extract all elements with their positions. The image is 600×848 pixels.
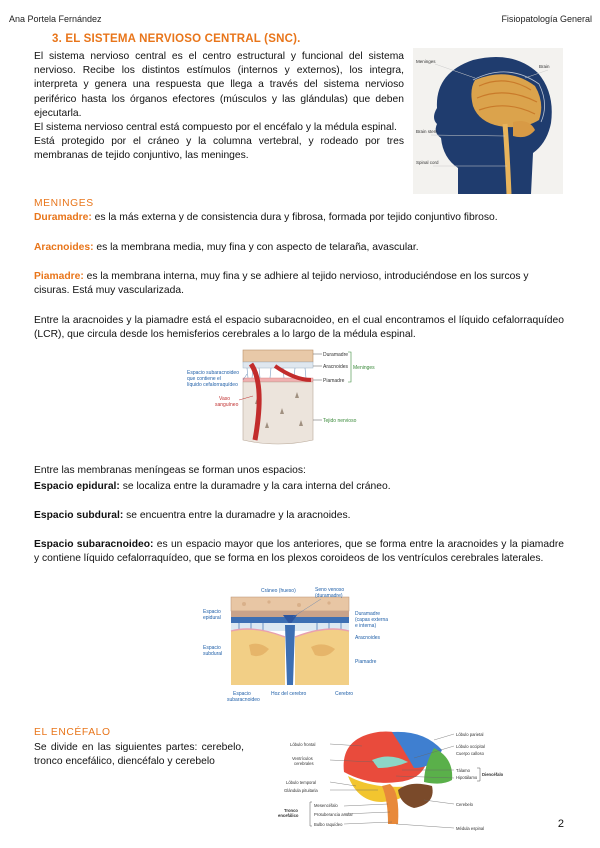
- label-brain-stem: Brain stem: [416, 129, 438, 134]
- subdural-paragraph: [34, 509, 564, 523]
- label-espacio-epidural: Espacio epidural: [203, 609, 221, 621]
- encefalo-heading: EL ENCÉFALO: [34, 727, 111, 738]
- label-espacio-subdural: Espacio subdural: [203, 645, 223, 657]
- section-title: 3. EL SISTEMA NERVIOSO CENTRAL (SNC).: [52, 33, 301, 45]
- brain-left-hemisphere: [231, 629, 285, 685]
- duramadre-text: es la más externa y de consistencia dura y fibrosa, formada por tejido conjuntivo fibroso.: [91, 212, 498, 223]
- aracnoides-paragraph: [34, 241, 564, 255]
- label-lobulo-temporal: Lóbulo temporal: [286, 780, 317, 785]
- label-hipofisis: Glándula pituitaria: [284, 788, 318, 793]
- header-course: Fisiopatología General: [501, 14, 592, 24]
- label-aracnoides-skull: Aracnoides: [355, 635, 381, 641]
- label-medula: Médula espinal: [456, 826, 485, 831]
- skull-bone-layer: [231, 597, 349, 611]
- label-cerebro: Cerebro: [335, 691, 354, 697]
- meninges-layers-illustration: [185, 344, 405, 462]
- meninges-heading: MENINGES: [34, 198, 94, 209]
- label-brain: Brain: [539, 64, 550, 69]
- label-aracnoides: Aracnoides: [323, 364, 349, 370]
- espacios-intro: Entre las membranas meníngeas se forman unos espacios:: [34, 465, 306, 476]
- piamadre-text: es la membrana interna, muy fina y se adhiere al tejido nervioso, introduciéndose en los surcos y cisuras. Está muy vascularizada.: [34, 271, 529, 297]
- label-tronco: Tronco encefálico: [278, 808, 299, 818]
- subarac-text: es un espacio mayor que los anteriores, que se forma entre la aracnoides y la piamadre y contiene líquido cefalorraquídeo, que se forma en los plexos coroideos de los ventrículos cerebrales laterales.: [34, 539, 564, 565]
- epidural-term: Espacio epidural:: [34, 481, 120, 492]
- subarachnoid-paragraph: Entre la aracnoides y la piamadre está el espacio subaracnoideo, en el cual encontramos el líquido cefalorraquídeo (LCR), que circula desde los hemisferios cerebrales a lo largo de la médula espinal.: [34, 315, 564, 341]
- label-bulbo: Bulbo raquídeo: [314, 822, 343, 827]
- intro-paragraph-2: El sistema nervioso central está compuesto por el encéfalo y la médula espinal.: [34, 122, 397, 134]
- header-author: Ana Portela Fernández: [9, 14, 102, 24]
- subdural-text: se encuentra entre la duramadre y la aracnoides.: [123, 510, 351, 521]
- encefalo-text: Se divide en las siguientes partes: cerebelo, tronco encefálico, diencéfalo y cerebelo: [34, 742, 244, 768]
- duramadre-term: Duramadre:: [34, 212, 92, 223]
- intro-text: [34, 50, 404, 164]
- label-blood-vessel: Vaso sanguíneo: [215, 396, 239, 408]
- piamadre-term: Piamadre:: [34, 271, 84, 282]
- label-mesencefalo: Mesencéfalo: [314, 803, 338, 808]
- label-meninges: Meninges: [416, 59, 436, 64]
- label-craneo: Cráneo (hueso): [261, 588, 296, 594]
- label-diencefalo: Diencéfalo: [482, 772, 504, 777]
- subarac-term: Espacio subaracnoideo:: [34, 539, 154, 550]
- epidural-paragraph: [34, 480, 564, 494]
- page-number: 2: [557, 818, 564, 830]
- label-seno-venoso: Seno venoso (duramadre): [315, 587, 345, 599]
- subarachnoid-space-paragraph: [34, 538, 564, 566]
- piamadre-paragraph: [34, 270, 564, 298]
- label-hoz-cerebro: Hoz del cerebro: [271, 691, 307, 697]
- skull-meninges-illustration: [199, 585, 409, 705]
- falx-cerebri: [285, 625, 295, 685]
- label-duramadre-capas: Duramadre (capas externa e interna): [355, 611, 389, 629]
- label-espacio-subaracnoideo: Espacio subaracnoideo: [227, 691, 260, 703]
- label-duramadre: Duramadre: [323, 352, 349, 358]
- subdural-term: Espacio subdural:: [34, 510, 124, 521]
- label-cuerpo-calloso: Cuerpo calloso: [456, 751, 484, 756]
- label-piamadre-skull: Piamadre: [355, 659, 377, 665]
- aracnoides-term: Aracnoides:: [34, 242, 94, 253]
- label-lobulo-parietal: Lóbulo parietal: [456, 732, 484, 737]
- label-lobulo-frontal: Lóbulo frontal: [290, 742, 316, 747]
- cerebellum: [398, 784, 433, 808]
- label-tejido-nervioso: Tejido nervioso: [323, 418, 357, 424]
- intro-paragraph-3: Está protegido por el cráneo y la columna vertebral, y rodeado por tres membranas de tejido conjuntivo, las meninges.: [34, 136, 404, 162]
- label-piamadre: Piamadre: [323, 378, 345, 384]
- dura-layer: [243, 350, 313, 362]
- label-protuberancia: Protuberancia anular: [314, 812, 353, 817]
- label-lobulo-occipital: Lóbulo occipital: [456, 744, 485, 749]
- brain-parts-illustration: [274, 724, 506, 834]
- label-meninges-group: Meninges: [353, 365, 375, 371]
- label-talamo: Tálamo: [456, 768, 470, 773]
- label-ventriculos: Ventrículos cerebrales: [292, 756, 314, 766]
- epidural-text: se localiza entre la duramadre y la cara interna del cráneo.: [119, 481, 391, 492]
- label-hipotalamo: Hipotálamo: [456, 775, 478, 780]
- intro-paragraph-1: El sistema nervioso central es el centro estructural y funcional del sistema nervioso. Recibe los distintos estímulos (internos y externos), los integra, interpreta y genera una respuesta que llega a través del sistema nervioso periférico hasta los órganos efectores (músculos y las glándulas) que deben ejecutarla.: [34, 51, 404, 119]
- aracnoides-text: es la membrana media, muy fina y con aspecto de telaraña, avascular.: [93, 242, 419, 253]
- label-subarachnoid-space: Espacio subaracnoideo que contiene el líquido cefalorraquídeo: [187, 370, 239, 388]
- duramadre-paragraph: [34, 211, 564, 225]
- head-cns-illustration: [413, 48, 563, 194]
- brain-right-hemisphere: [295, 629, 349, 685]
- label-spinal-cord: Spinal cord: [416, 160, 439, 165]
- label-cerebelo: Cerebelo: [456, 802, 473, 807]
